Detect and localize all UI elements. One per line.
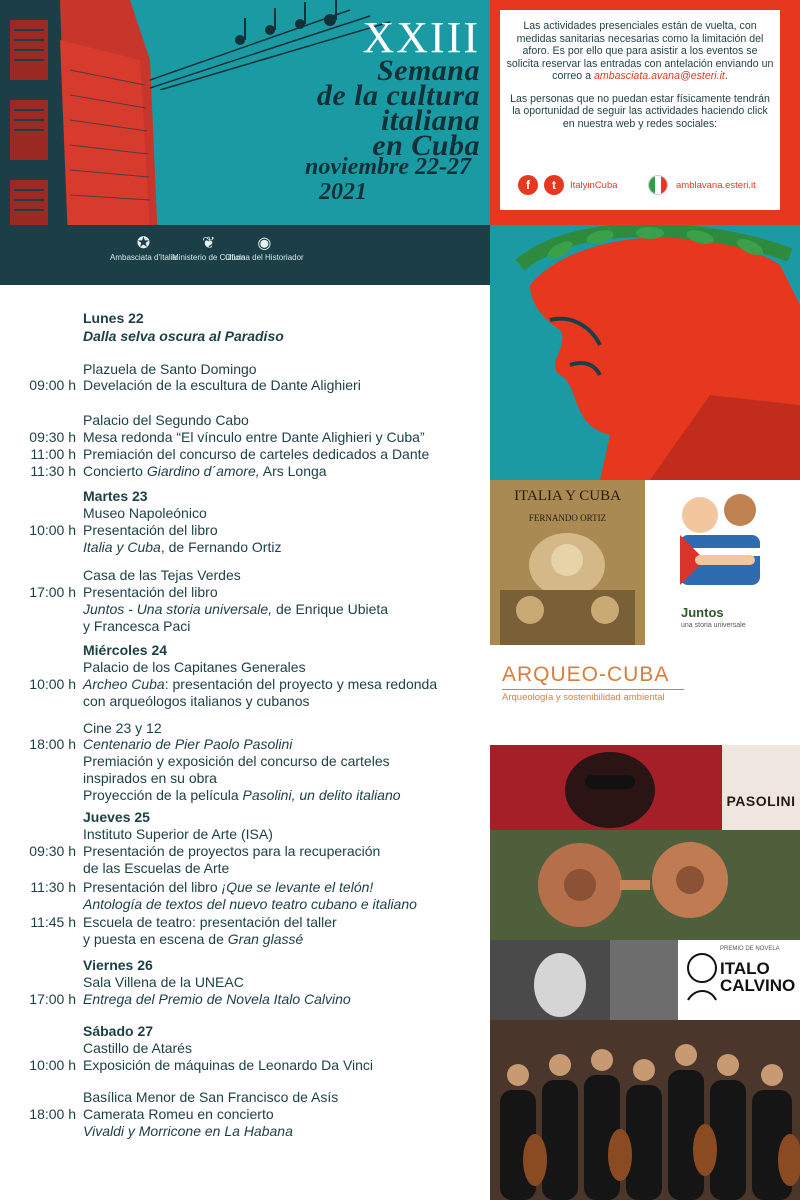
book1-author: FERNANDO ORTIZ [528, 513, 607, 523]
facebook-icon[interactable]: f [518, 175, 538, 195]
day-heading-jueves: Jueves 25 [83, 809, 150, 825]
event-row [0, 429, 490, 447]
orchestra-svg [490, 1020, 800, 1200]
day-heading-miercoles: Miércoles 24 [83, 642, 168, 658]
building-illustration [0, 0, 165, 225]
monument-relief-svg [490, 480, 645, 645]
event-title [300, 13, 480, 162]
event-row [0, 914, 490, 932]
event-desc: Escuela de teatro: presentación del taller [83, 914, 337, 930]
event-time: 11:45 h [30, 914, 76, 930]
event-desc: Entrega del Premio de Novela Italo Calvino [83, 991, 351, 1007]
title-line-4: en Cuba [372, 129, 480, 162]
event-time: 10:00 h [29, 1057, 76, 1073]
event-row-cont: Antología de textos del nuevo teatro cubano e italiano [83, 896, 417, 912]
venue-basilica-san-francisco: Basílica Menor de San Francisco de Asís [83, 1089, 339, 1105]
event-row-cont: Premiación y exposición del concurso de carteles [83, 753, 390, 769]
isa-aerial-photo [490, 830, 800, 940]
sponsor-logo-bar [0, 225, 490, 285]
event-desc: Archeo Cuba: presentación del proyecto y mesa redonda [83, 676, 438, 692]
event-row [0, 522, 490, 540]
day-heading-viernes: Viernes 26 [83, 957, 153, 973]
event-time: 18:00 h [29, 1106, 76, 1122]
event-desc: Centenario de Pier Paolo Pasolini [83, 736, 293, 752]
venue-castillo-atares: Castillo de Atarés [83, 1040, 192, 1056]
arqueo-title: ARQUEO-CUBA [502, 663, 670, 686]
title-line-3: italiana [380, 104, 480, 137]
event-dates [305, 155, 475, 205]
event-desc: Premiación del concurso de carteles dedicados a Dante [83, 446, 430, 462]
ministry-icon: ❦ [201, 235, 216, 252]
venue-capitanes-generales: Palacio de los Capitanes Generales [83, 659, 306, 675]
event-row-cont: inspirados en su obra [83, 770, 217, 786]
book2-subtitle: una storia universale [681, 622, 746, 629]
info-paragraph-1: Las actividades presenciales están de vuelta, con medidas sanitarias necesarias como la limitación del aforo. Es por ello que para asistir a los eventos se solicita reservar las entradas con antelación enviando un correo a ambasciata.avana@esteri.it. [506, 20, 774, 82]
event-desc: Concierto Giardino d´amore, Ars Longa [83, 463, 327, 479]
venue-cine-23-y-12: Cine 23 y 12 [83, 720, 162, 736]
event-desc: Presentación del libro ¡Que se levante el telón! [83, 879, 374, 895]
camerata-romeu-photo [490, 1020, 800, 1200]
event-time: 09:30 h [29, 843, 76, 859]
event-desc: Develación de la escultura de Dante Alighieri [83, 377, 361, 393]
event-desc: Presentación del libro [83, 522, 218, 538]
edition-number: XXIII [362, 13, 480, 62]
event-row-cont: Proyección de la película Pasolini, un delito italiano [83, 787, 401, 803]
day-heading-martes: Martes 23 [83, 488, 148, 504]
event-time: 17:00 h [29, 991, 76, 1007]
arqueo-subtitle: Arqueología y sostenibilidad ambiental [502, 689, 684, 703]
venue-isa: Instituto Superior de Arte (ISA) [83, 826, 273, 842]
event-row-cont: con arqueólogos italianos y cubanos [83, 693, 310, 709]
day-heading-sabado: Sábado 27 [83, 1023, 154, 1039]
event-row-cont: y puesta en escena de Gran glassé [83, 931, 304, 947]
venue-segundo-cabo: Palacio del Segundo Cabo [83, 412, 249, 428]
event-row [0, 676, 490, 694]
emblem-icon: ✪ [136, 235, 151, 252]
book-cover-juntos [645, 480, 800, 645]
arqueo-cuba-logo [490, 645, 800, 745]
event-desc: Camerata Romeu en concierto [83, 1106, 274, 1122]
day-heading-lunes: Lunes 22 [83, 310, 144, 326]
title-line-2: de la cultura [316, 79, 480, 112]
event-row [0, 377, 490, 395]
event-row [0, 736, 490, 754]
book-cover-italia-y-cuba [490, 480, 645, 645]
event-time: 18:00 h [29, 736, 76, 752]
event-time: 11:00 h [30, 446, 76, 462]
event-desc: Presentación de proyectos para la recuperación [83, 843, 381, 859]
dates-line-1: noviembre 22-27 [305, 154, 471, 180]
venue-museo-napoleonico: Museo Napoleónico [83, 505, 207, 521]
calvino-sketch-icon [680, 940, 720, 1020]
historian-logo: ◉ Oficina del Historiador [225, 235, 304, 262]
event-row [0, 463, 490, 481]
pasolini-title: PASOLINI [726, 793, 796, 809]
event-time: 10:00 h [29, 522, 76, 538]
dante-illustration [490, 225, 800, 480]
calvino-name: ITALO CALVINO [720, 959, 796, 995]
calvino-prize-card [678, 940, 800, 1020]
email-link[interactable]: ambasciata.avana@esteri.it [593, 70, 725, 82]
event-row [0, 446, 490, 464]
event-row [0, 843, 490, 861]
venue-tejas-verdes: Casa de las Tejas Verdes [83, 567, 241, 583]
embassy-logo: ✪ Ambasciata d'Italia [110, 235, 177, 262]
event-time: 11:30 h [30, 879, 76, 895]
calvino-prize-label: PREMIO DE NOVELA [720, 946, 780, 952]
event-row-cont: Juntos - Una storia universale, de Enrique Ubieta [83, 601, 389, 617]
isa-domes-svg [490, 830, 800, 940]
ministry-logo: ❦ Ministerio de Cultura [172, 235, 246, 262]
event-row [0, 584, 490, 602]
dante-portrait-svg [490, 225, 800, 480]
day-subtitle-lunes: Dalla selva oscura al Paradiso [83, 328, 284, 344]
event-row [0, 1057, 490, 1075]
event-row [0, 991, 490, 1009]
event-desc: Exposición de máquinas de Leonardo Da Vinci [83, 1057, 374, 1073]
event-time: 09:00 h [29, 377, 76, 393]
seal-icon: ◉ [257, 235, 272, 252]
calvino-photo [490, 940, 800, 1020]
event-row [0, 1106, 490, 1124]
calvino-portrait-svg [490, 940, 678, 1020]
info-paragraph-2: Las personas que no puedan estar físicamente tendrán la oportunidad de seguir las actividades haciendo click en nuestra web y redes sociales: [510, 92, 770, 130]
social-handle[interactable]: ItalyinCuba [570, 180, 618, 191]
dates-line-2: 2021 [319, 179, 367, 205]
venue-santo-domingo: Plazuela de Santo Domingo [83, 361, 257, 377]
pasolini-poster [722, 745, 800, 830]
info-panel [490, 0, 800, 225]
venue-sala-villena: Sala Villena de la UNEAC [83, 974, 244, 990]
event-row-cont: de las Escuelas de Arte [83, 860, 230, 876]
event-time: 10:00 h [29, 676, 76, 692]
hug-illustration-svg [645, 480, 800, 645]
book1-title: ITALIA Y CUBA [514, 488, 621, 504]
event-row-cont: y Francesca Paci [83, 618, 191, 634]
event-row-cont: Italia y Cuba, de Fernando Ortiz [83, 539, 282, 555]
info-box [500, 10, 780, 210]
event-time: 09:30 h [29, 429, 76, 445]
book2-title: Juntos [681, 605, 724, 620]
event-time: 17:00 h [29, 584, 76, 600]
hero-banner [0, 0, 490, 225]
event-desc: Mesa redonda “El vínculo entre Dante Alighieri y Cuba” [83, 429, 425, 445]
italy-flag-icon [648, 175, 668, 195]
event-row-cont: Vivaldi y Morricone en La Habana [83, 1123, 293, 1139]
title-line-1: Semana [376, 54, 480, 87]
pasolini-photo [490, 745, 800, 830]
event-time: 11:30 h [30, 463, 76, 479]
website-link[interactable]: amblavana.esteri.it [676, 180, 756, 191]
twitter-icon[interactable]: t [544, 175, 564, 195]
pasolini-portrait-svg [490, 745, 722, 830]
social-links [518, 175, 788, 197]
event-row [0, 879, 490, 897]
event-desc: Presentación del libro [83, 584, 218, 600]
